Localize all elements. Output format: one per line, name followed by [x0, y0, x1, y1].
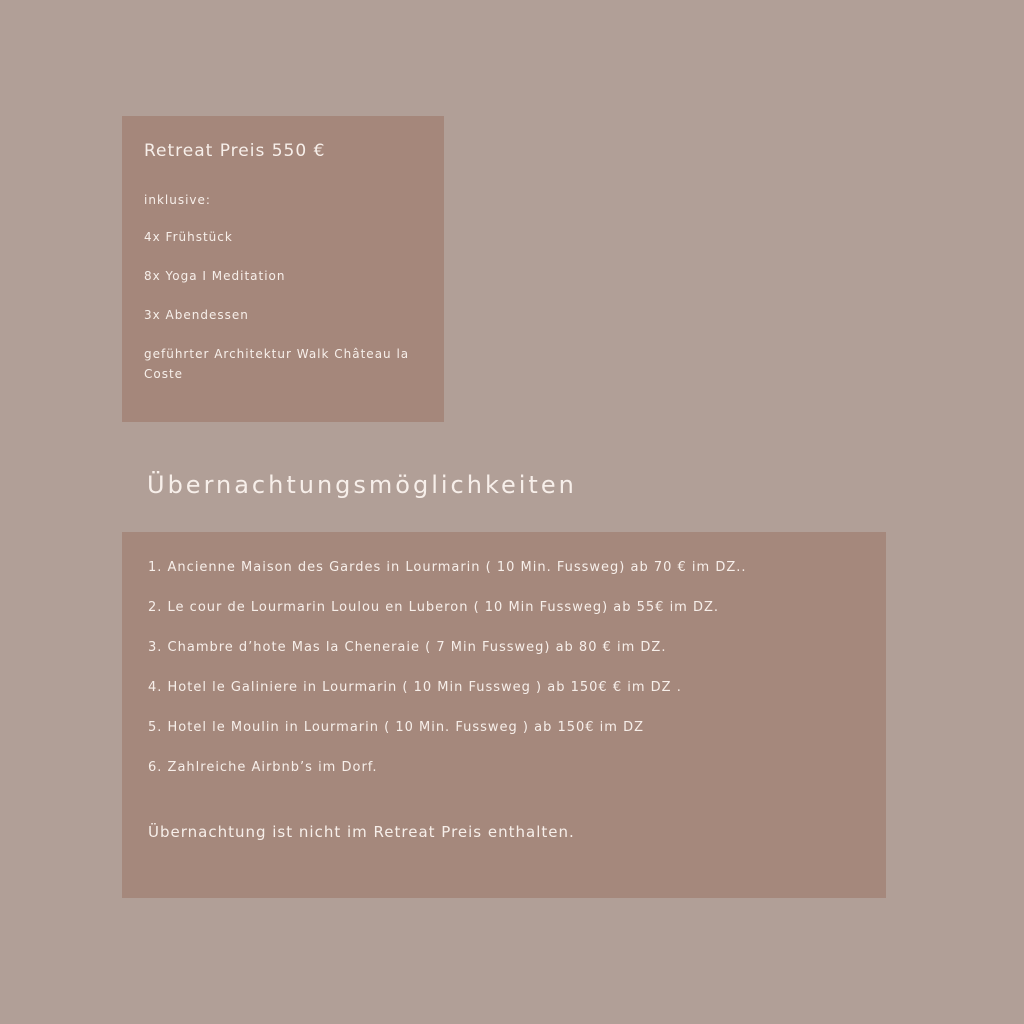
lodging-item: 6. Zahlreiche Airbnb’s im Dorf. — [148, 760, 378, 775]
lodging-note: Übernachtung ist nicht im Retreat Preis enthalten. — [148, 823, 575, 841]
lodging-options-box — [122, 532, 886, 898]
retreat-price-title: Retreat Preis 550 € — [144, 141, 326, 161]
inclusive-item: 8x Yoga I Meditation — [144, 269, 286, 283]
inclusive-label: inklusive: — [144, 193, 211, 207]
inclusive-item: geführter Architektur Walk Château la Coste — [144, 347, 410, 381]
lodging-item: 2. Le cour de Lourmarin Loulou en Luberon ( 10 Min Fussweg) ab 55€ im DZ. — [148, 600, 720, 615]
lodging-item: 3. Chambre d’hote Mas la Cheneraie ( 7 Min Fussweg) ab 80 € im DZ. — [148, 640, 667, 655]
inclusive-item: 4x Frühstück — [144, 230, 233, 244]
lodging-item: 4. Hotel le Galiniere in Lourmarin ( 10 Min Fussweg ) ab 150€ € im DZ . — [148, 680, 682, 695]
inclusive-list — [144, 227, 422, 384]
inclusive-item: 3x Abendessen — [144, 308, 249, 322]
lodging-heading: Übernachtungsmöglichkeiten — [147, 471, 577, 499]
lodging-item: 5. Hotel le Moulin in Lourmarin ( 10 Min. Fussweg ) ab 150€ im DZ — [148, 720, 644, 735]
retreat-price-box — [122, 116, 444, 422]
lodging-list — [148, 558, 861, 778]
lodging-item: 1. Ancienne Maison des Gardes in Lourmarin ( 10 Min. Fussweg) ab 70 € im DZ.. — [148, 560, 747, 575]
